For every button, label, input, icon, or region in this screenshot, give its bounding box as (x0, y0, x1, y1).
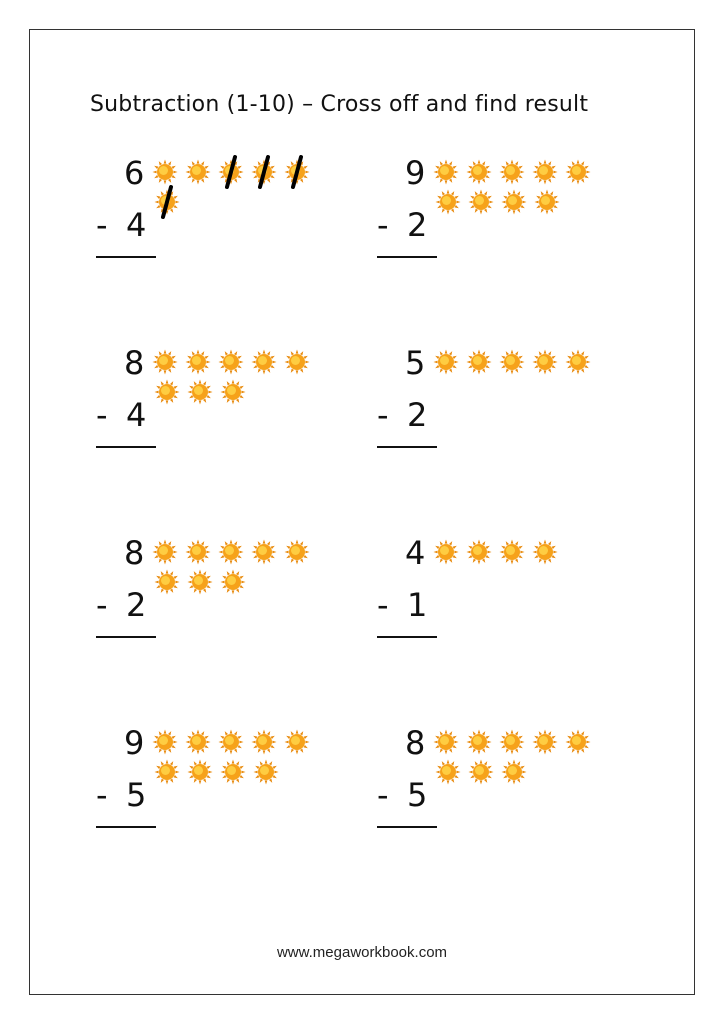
subtrahend: 4 (126, 206, 147, 244)
sun-icon[interactable] (468, 189, 494, 215)
footer-url: www.megaworkbook.com (276, 944, 448, 961)
minus-sign: - (377, 776, 389, 814)
sun-icon[interactable] (565, 729, 591, 755)
subtrahend: 2 (407, 206, 428, 244)
subtrahend: 1 (407, 586, 428, 624)
cross-mark (154, 185, 180, 219)
sun-icon[interactable] (185, 159, 211, 185)
minuend: 9 (124, 724, 145, 762)
sun-icon[interactable] (251, 539, 277, 565)
sun-icon[interactable] (532, 349, 558, 375)
sun-icon[interactable] (187, 379, 213, 405)
minus-sign: - (96, 396, 108, 434)
sun-icon[interactable] (152, 729, 178, 755)
subtrahend: 5 (126, 776, 147, 814)
sun-icon[interactable] (185, 539, 211, 565)
sun-icon[interactable] (218, 729, 244, 755)
sun-icon[interactable] (154, 759, 180, 785)
sun-icon[interactable] (532, 159, 558, 185)
sun-icon[interactable] (284, 539, 310, 565)
subtraction-problem (377, 153, 677, 283)
sun-icon[interactable] (185, 349, 211, 375)
sun-icon[interactable] (565, 159, 591, 185)
sun-icon[interactable] (284, 349, 310, 375)
answer-line[interactable] (377, 446, 437, 448)
subtraction-problem (96, 153, 396, 283)
sun-icon[interactable] (251, 729, 277, 755)
sun-icon[interactable] (220, 379, 246, 405)
sun-icon[interactable] (466, 539, 492, 565)
sun-icon[interactable] (501, 759, 527, 785)
answer-line[interactable] (377, 256, 437, 258)
minus-sign: - (96, 776, 108, 814)
minus-sign: - (377, 396, 389, 434)
sun-icon[interactable] (435, 189, 461, 215)
sun-icon[interactable] (284, 729, 310, 755)
sun-icon[interactable] (468, 759, 494, 785)
sun-icon[interactable] (220, 759, 246, 785)
subtraction-problem (96, 343, 396, 473)
sun-icon[interactable] (565, 349, 591, 375)
sun-icon[interactable] (532, 539, 558, 565)
answer-line[interactable] (377, 826, 437, 828)
subtrahend-line (377, 395, 427, 435)
sun-icon[interactable] (466, 159, 492, 185)
subtraction-problem (377, 723, 677, 853)
sun-icon[interactable] (220, 569, 246, 595)
sun-icon[interactable] (187, 569, 213, 595)
minuend: 8 (124, 534, 145, 572)
sun-icon[interactable] (466, 349, 492, 375)
minus-sign: - (377, 586, 389, 624)
sun-icon[interactable] (433, 729, 459, 755)
crossed-sun-icon[interactable] (251, 159, 277, 185)
subtrahend-line (377, 585, 427, 625)
sun-icon[interactable] (435, 759, 461, 785)
sun-icon[interactable] (433, 539, 459, 565)
subtraction-problem (96, 723, 396, 853)
minus-sign: - (96, 206, 108, 244)
minus-sign: - (377, 206, 389, 244)
minuend: 8 (405, 724, 426, 762)
sun-icon[interactable] (433, 349, 459, 375)
sun-icon[interactable] (499, 159, 525, 185)
minuend: 5 (405, 344, 426, 382)
sun-icon[interactable] (152, 159, 178, 185)
sun-icon[interactable] (154, 569, 180, 595)
subtrahend: 5 (407, 776, 428, 814)
subtraction-problem (96, 533, 396, 663)
subtrahend: 2 (407, 396, 428, 434)
sun-icon[interactable] (499, 539, 525, 565)
subtraction-problem (377, 533, 677, 663)
crossed-sun-icon[interactable] (218, 159, 244, 185)
sun-icon[interactable] (187, 759, 213, 785)
sun-icon[interactable] (251, 349, 277, 375)
sun-icon[interactable] (218, 539, 244, 565)
sun-icon[interactable] (154, 379, 180, 405)
crossed-sun-icon[interactable] (154, 189, 180, 215)
answer-line[interactable] (96, 636, 156, 638)
subtrahend-line (96, 205, 146, 245)
minuend: 9 (405, 154, 426, 192)
minuend: 6 (124, 154, 145, 192)
subtraction-problem (377, 343, 677, 473)
cross-mark (218, 155, 244, 189)
subtrahend-line (377, 205, 427, 245)
subtrahend-line (377, 775, 427, 815)
minus-sign: - (96, 586, 108, 624)
subtrahend-line (96, 775, 146, 815)
answer-line[interactable] (96, 446, 156, 448)
sun-icon[interactable] (185, 729, 211, 755)
sun-icon[interactable] (532, 729, 558, 755)
sun-icon[interactable] (433, 159, 459, 185)
sun-icon[interactable] (218, 349, 244, 375)
answer-line[interactable] (96, 826, 156, 828)
sun-icon[interactable] (501, 189, 527, 215)
cross-mark (284, 155, 310, 189)
sun-icon[interactable] (534, 189, 560, 215)
subtrahend: 2 (126, 586, 147, 624)
sun-icon[interactable] (253, 759, 279, 785)
sun-icon[interactable] (152, 349, 178, 375)
cross-mark (251, 155, 277, 189)
worksheet-title: Subtraction (1-10) – Cross off and find result (90, 92, 589, 117)
sun-icon[interactable] (466, 729, 492, 755)
minuend: 8 (124, 344, 145, 382)
answer-line[interactable] (377, 636, 437, 638)
sun-icon[interactable] (152, 539, 178, 565)
subtrahend-line (96, 585, 146, 625)
sun-icon[interactable] (499, 349, 525, 375)
subtrahend: 4 (126, 396, 147, 434)
minuend: 4 (405, 534, 426, 572)
answer-line[interactable] (96, 256, 156, 258)
sun-icon[interactable] (499, 729, 525, 755)
subtrahend-line (96, 395, 146, 435)
crossed-sun-icon[interactable] (284, 159, 310, 185)
